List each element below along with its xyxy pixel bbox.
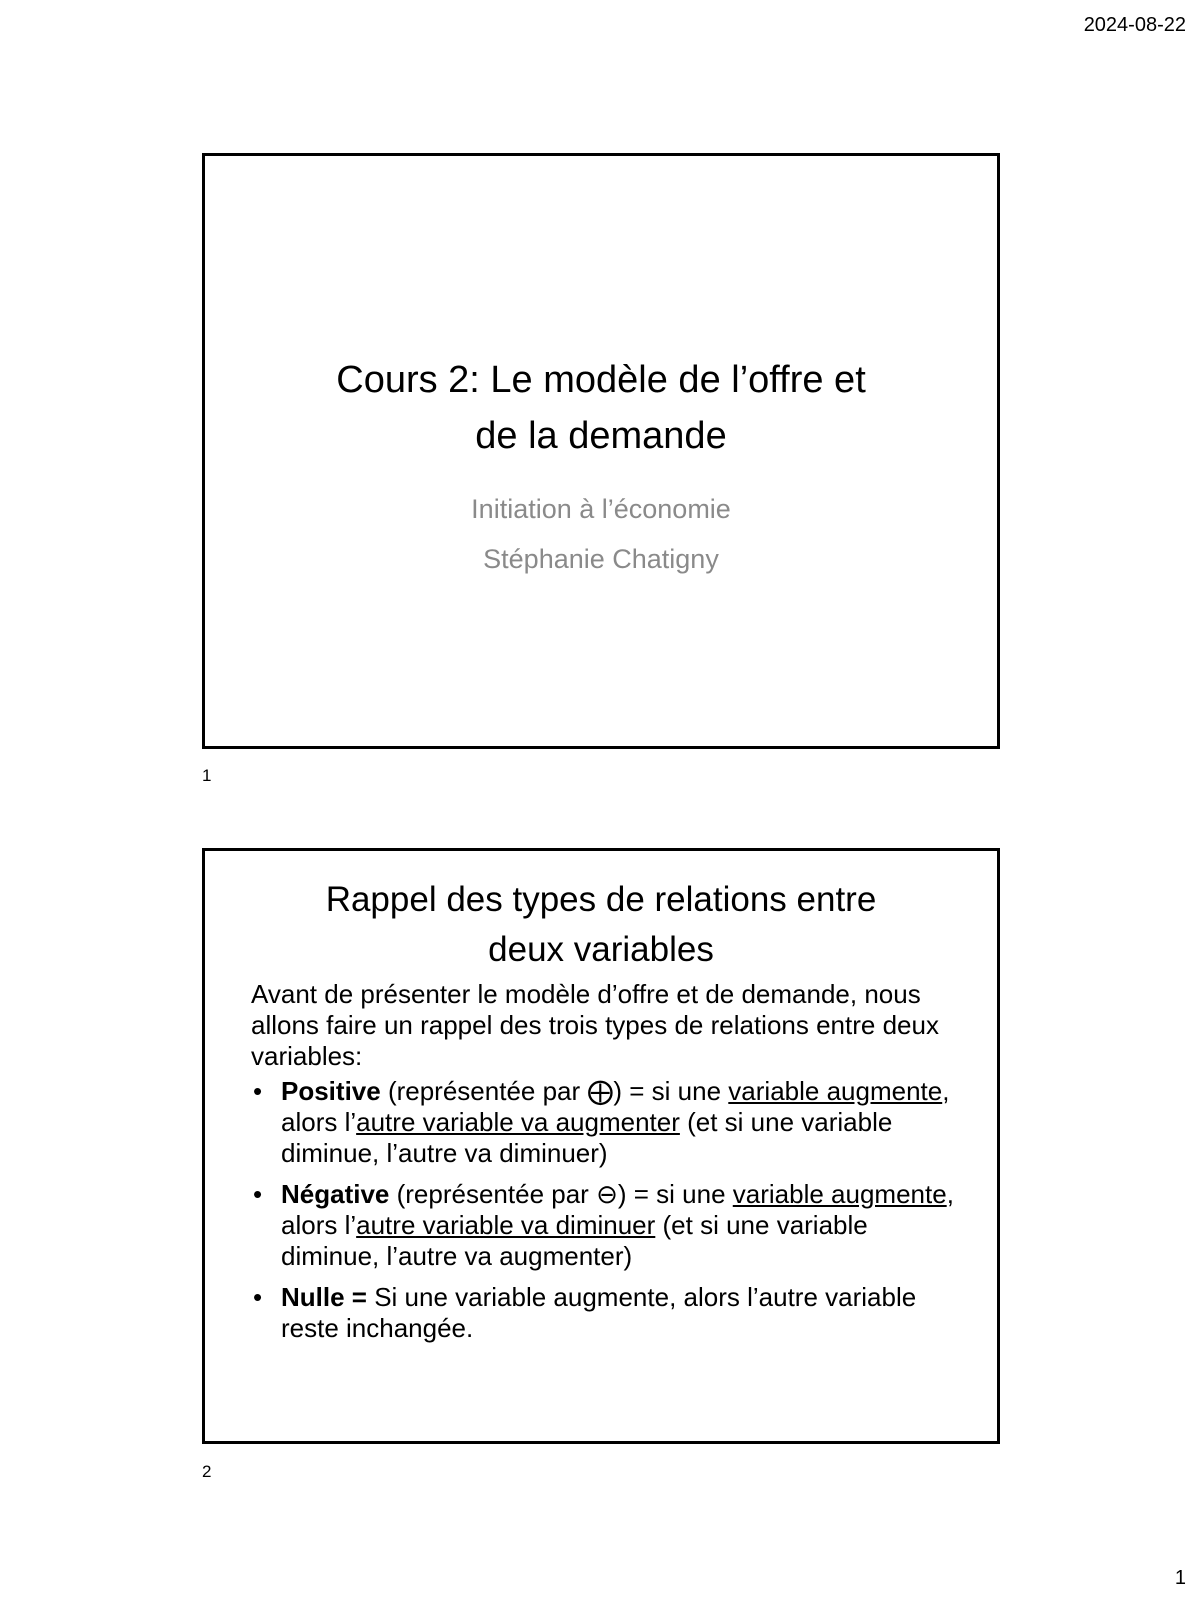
bullet-underlined-text: variable augmente <box>728 1076 943 1106</box>
bullet-dot: • <box>253 1282 263 1312</box>
bullet-term: Positive <box>281 1076 381 1106</box>
slide-2 <box>202 848 1000 1444</box>
slide-2-number: 2 <box>202 1462 212 1481</box>
bullet-text: (et si une variable diminue, l’autre va diminuer) <box>281 1107 893 1168</box>
slide-1-title <box>205 352 997 464</box>
bullet-text: ) = si une <box>617 1179 733 1209</box>
slide-1-title-line2: de la demande <box>475 415 727 457</box>
slide-2-title <box>205 875 997 975</box>
bullet-text: Si une variable augmente, alors l’autre variable reste inchangée. <box>281 1282 917 1343</box>
bullet-null <box>251 1282 961 1344</box>
bullet-dot: • <box>253 1179 263 1209</box>
page-date: 2024-08-22 <box>1083 14 1186 36</box>
slide-2-body <box>251 979 961 1344</box>
slide-2-title-line1: Rappel des types de relations entre <box>325 880 877 919</box>
bullet-negative <box>251 1179 961 1272</box>
bullet-underlined-text: autre variable va diminuer <box>356 1210 656 1240</box>
slide-1-title-block <box>205 352 997 584</box>
slide-1-subtitle-author: Stéphanie Chatigny <box>483 544 719 574</box>
slide-2-title-line2: deux variables <box>488 930 714 969</box>
slide-1 <box>202 153 1000 749</box>
bullet-text: (représentée par <box>389 1179 597 1209</box>
bullet-text: (représentée par <box>380 1076 588 1106</box>
minus-circle-symbol: ⊖ <box>596 1179 618 1209</box>
bullet-text: , alors l’ <box>281 1076 950 1137</box>
slide-1-subtitle-course: Initiation à l’économie <box>471 494 731 524</box>
bullet-text: , alors l’ <box>281 1179 954 1240</box>
slide-1-number: 1 <box>202 766 212 785</box>
bullet-term: Négative <box>281 1179 390 1209</box>
bullet-term: Nulle = <box>281 1282 367 1312</box>
bullet-text: (et si une variable diminue, l’autre va augmenter) <box>281 1210 868 1271</box>
bullet-positive <box>251 1076 961 1169</box>
slide-2-intro: Avant de présenter le modèle d’offre et de demande, nous allons faire un rappel des trois types de relations entre deux variables: <box>251 979 939 1071</box>
bullet-underlined-text: variable augmente <box>732 1179 947 1209</box>
bullet-dot: • <box>253 1076 263 1106</box>
bullet-text: ) = si une <box>613 1076 729 1106</box>
slide-1-title-line1: Cours 2: Le modèle de l’offre et <box>336 359 866 401</box>
page-number: 1 <box>1174 1567 1186 1589</box>
plus-circle-symbol: ⨁ <box>587 1076 614 1106</box>
bullet-underlined-text: autre variable va augmenter <box>356 1107 680 1137</box>
slide-2-bullet-list <box>251 1076 961 1344</box>
